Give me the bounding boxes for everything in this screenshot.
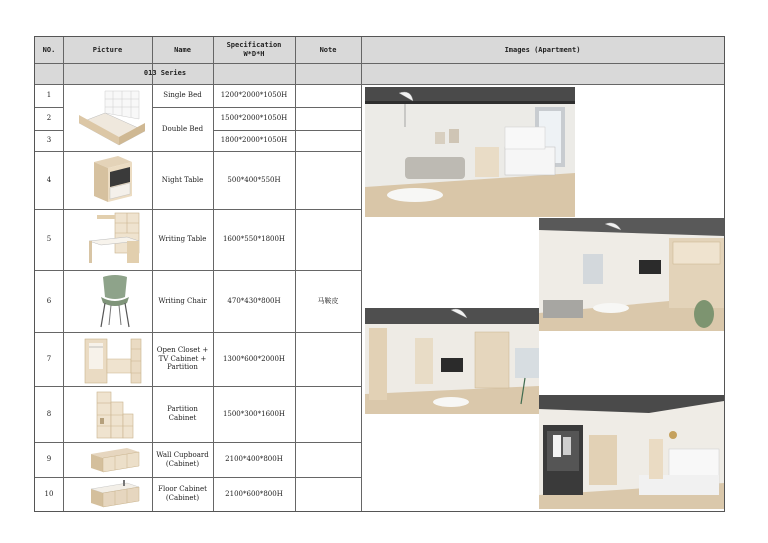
header-name: Name: [174, 45, 191, 54]
product-spec: 470*430*800H: [227, 296, 281, 305]
row-no: 5: [46, 235, 52, 244]
header-note: Note: [319, 45, 337, 54]
product-name: Wall Cupboard (Cabinet): [156, 450, 209, 468]
product-name: Night Table: [161, 175, 204, 184]
apartment-photo-2: [539, 218, 724, 331]
header-spec-line2: W*D*H: [243, 50, 265, 58]
row-no: 2: [46, 114, 52, 123]
floor-cabinet-icon: [87, 479, 141, 509]
bed-icon: [75, 87, 147, 147]
partition-cabinet-icon: [93, 388, 137, 440]
product-name: Double Bed: [161, 124, 204, 133]
product-spec: 1500*2000*1050H: [220, 114, 288, 123]
closet-icon: [81, 335, 145, 385]
product-spec: 1800*2000*1050H: [220, 136, 288, 145]
row-no: 6: [46, 296, 52, 305]
product-spec: 1300*600*2000H: [222, 354, 286, 363]
product-name: Floor Cabinet (Cabinet): [158, 485, 207, 502]
header-picture: Picture: [92, 45, 123, 54]
writing-table-icon: [87, 211, 143, 267]
night-table-icon: [90, 154, 134, 206]
product-spec: 1600*550*1800H: [222, 235, 286, 244]
header-no: NO.: [42, 45, 56, 54]
product-spec-sheet: [34, 36, 725, 512]
wall-cupboard-icon: [87, 446, 141, 474]
row-no: 9: [46, 455, 52, 464]
product-name: Partition Cabinet: [167, 405, 198, 422]
product-spec: 1200*2000*1050H: [220, 91, 288, 100]
chair-icon: [95, 273, 135, 329]
row-no: 3: [46, 136, 52, 145]
header-spec-line1: Specification: [226, 41, 282, 50]
header-images: Images (Apartment): [504, 45, 581, 54]
row-no: 8: [46, 409, 52, 418]
product-name: Open Closet + TV Cabinet + Partition: [156, 345, 209, 372]
row-no: 1: [46, 91, 52, 100]
apartment-photo-1: [365, 87, 575, 217]
product-spec: 2100*400*800H: [225, 455, 283, 464]
product-name: Writing Table: [158, 235, 207, 244]
row-no: 10: [44, 489, 54, 498]
series-title: 013 Series: [143, 69, 187, 78]
header-specification: [213, 37, 295, 63]
row-no: 7: [46, 354, 52, 363]
product-name: Single Bed: [163, 91, 202, 100]
product-spec: 1500*300*1600H: [222, 409, 286, 418]
product-spec: 2100*600*800H: [225, 489, 283, 498]
apartment-photo-4: [539, 395, 724, 509]
product-spec: 500*400*550H: [227, 175, 281, 184]
row-no: 4: [46, 175, 52, 184]
apartment-photo-3: [365, 308, 539, 414]
product-note: 马鞍皮: [317, 296, 339, 305]
product-name: Writing Chair: [158, 296, 207, 305]
